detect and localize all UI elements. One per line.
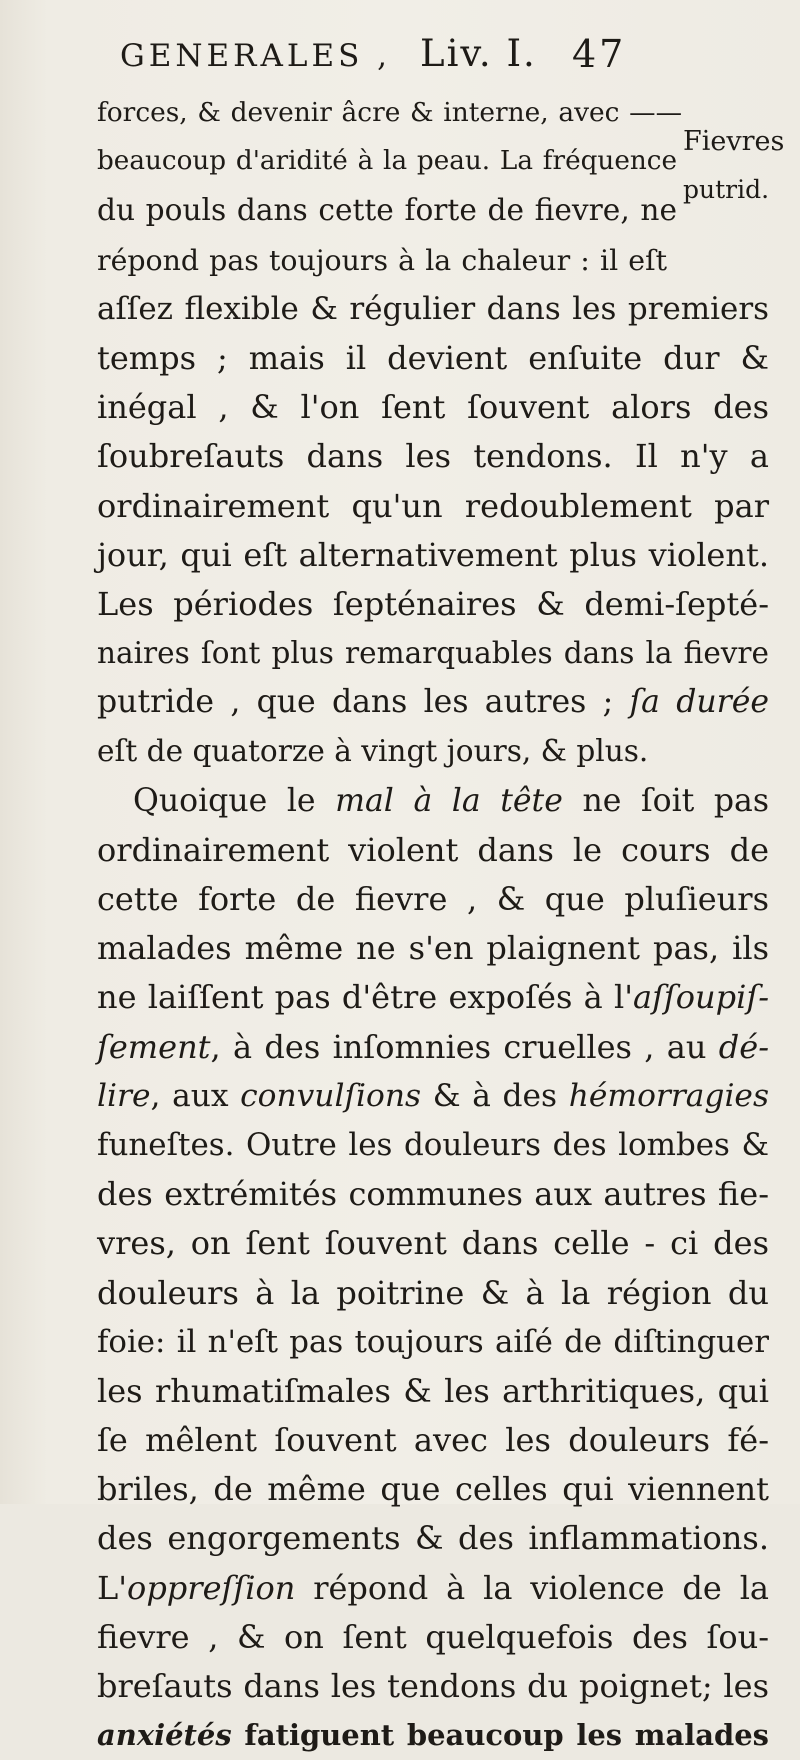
- text-span: ordinairement qu'un redoublement par: [97, 486, 769, 525]
- text-span: répond à la violence de la: [295, 1568, 769, 1607]
- text-line: [97, 1269, 769, 1318]
- text-line: [97, 1564, 769, 1613]
- text-span: briles, de même que celles qui viennent: [97, 1470, 769, 1509]
- text-line: [97, 1219, 769, 1268]
- text-span: ne laiſſent pas d'être expoſés à l': [97, 978, 633, 1017]
- text-line: [97, 383, 769, 432]
- running-head-title: GENERALES ,: [120, 38, 392, 74]
- text-span: douleurs à la poitrine & à la région du: [97, 1273, 769, 1312]
- text-line: [97, 1072, 769, 1121]
- text-span: fievre , & on ſent quelquefois des ſou-: [97, 1617, 769, 1656]
- text-span: temps ; mais il devient enſuite dur &: [97, 338, 769, 377]
- text-line: [97, 432, 769, 481]
- text-span: aſſez flexible & régulier dans les premiers: [97, 290, 769, 327]
- text-span: inégal , & l'on ſent ſouvent alors des: [97, 388, 769, 427]
- text-span: Quoique le: [133, 782, 336, 819]
- text-line: [97, 1514, 769, 1563]
- text-line: [97, 285, 769, 334]
- text-span: ne ſoit pas: [562, 782, 770, 819]
- text-line: [97, 678, 769, 727]
- text-span: cette forte de fievre , & que pluſieurs: [97, 880, 769, 918]
- text-span: fatiguent beaucoup les malades: [231, 1718, 769, 1753]
- text-span: Les périodes ſepténaires & demi-ſepté-: [97, 584, 769, 623]
- italic-span: anxiétés: [97, 1718, 232, 1753]
- text-line: [97, 88, 682, 137]
- text-span: jour, qui eſt alternativement plus violent.: [97, 535, 769, 574]
- text-line: [97, 1367, 769, 1416]
- text-line: [97, 1416, 769, 1465]
- margin-note-putrid: putrid.: [683, 175, 770, 204]
- italic-span: aſſoupiſ-: [632, 978, 769, 1017]
- text-line: [97, 137, 677, 186]
- italic-span: oppreſſion: [127, 1568, 296, 1607]
- text-line: [97, 1170, 769, 1219]
- text-span: , aux: [150, 1077, 241, 1114]
- text-line: [97, 531, 769, 580]
- italic-span: hémorragies: [568, 1077, 769, 1114]
- text-line: [97, 1613, 769, 1662]
- text-span: naires ſont plus remarquables dans la fievre: [97, 636, 769, 671]
- text-span: , à des inſomnies cruelles , au: [210, 1027, 719, 1066]
- margin-note-fievres: Fievres: [683, 126, 785, 157]
- text-line: [97, 826, 769, 875]
- text-span: forces, & devenir âcre & interne, avec ——: [97, 97, 682, 128]
- text-line: [97, 875, 769, 924]
- text-span: foie: il n'eſt pas toujours aiſé de diſtinguer: [97, 1323, 769, 1360]
- italic-span: mal à la tête: [335, 782, 563, 819]
- text-line: [97, 334, 769, 383]
- text-line: [97, 629, 769, 678]
- italic-span: ſement: [97, 1027, 211, 1066]
- italic-span: ſa durée: [629, 684, 769, 721]
- text-line: [97, 727, 657, 776]
- italic-span: lire: [97, 1077, 151, 1114]
- text-span: du pouls dans cette forte de fievre, ne: [97, 193, 677, 228]
- text-span: malades même ne s'en plaignent pas, ils: [97, 929, 769, 968]
- text-span: vres, on ſent ſouvent dans celle - ci des: [97, 1224, 769, 1263]
- text-line: [97, 1121, 769, 1170]
- italic-span: convulſions: [240, 1077, 422, 1114]
- text-span: eſt de quatorze à vingt jours, & plus.: [97, 734, 649, 769]
- text-span: les rhumatiſmales & les arthritiques, qui: [97, 1371, 769, 1410]
- text-line: [97, 482, 769, 531]
- text-span: ſoubreſauts dans les tendons. Il n'y a: [97, 437, 769, 476]
- text-line: [97, 973, 769, 1022]
- text-span: funeſtes. Outre les douleurs des lombes &: [97, 1126, 769, 1163]
- running-head: [120, 30, 720, 84]
- text-line: [97, 924, 769, 973]
- text-line: [97, 1711, 769, 1760]
- text-line: [97, 777, 769, 826]
- text-span: ordinairement violent dans le cours de: [97, 830, 769, 869]
- running-head-book: Liv. I.: [420, 32, 537, 75]
- text-line: [97, 186, 677, 235]
- text-line: [97, 580, 769, 629]
- text-line: [97, 236, 667, 285]
- page-number: 47: [572, 32, 627, 76]
- text-span: breſauts dans les tendons du poignet; les: [97, 1667, 769, 1705]
- text-span: répond pas toujours à la chaleur : il eſt: [97, 243, 667, 277]
- text-line: [97, 1465, 769, 1514]
- text-line: [97, 1318, 769, 1367]
- italic-span: dé-: [718, 1027, 769, 1066]
- text-span: L': [97, 1568, 128, 1607]
- text-span: & à des: [421, 1077, 569, 1114]
- body-text: [97, 88, 777, 1760]
- text-span: des extrémités communes aux autres fie-: [97, 1175, 769, 1214]
- text-line: [97, 1023, 769, 1072]
- text-line: [97, 1662, 769, 1711]
- text-span: des engorgements & des inflammations.: [97, 1519, 769, 1558]
- text-span: putride , que dans les autres ;: [97, 684, 630, 721]
- text-span: beaucoup d'aridité à la peau. La fréquence: [97, 146, 677, 177]
- text-span: ſe mêlent ſouvent avec les douleurs fé-: [97, 1421, 769, 1460]
